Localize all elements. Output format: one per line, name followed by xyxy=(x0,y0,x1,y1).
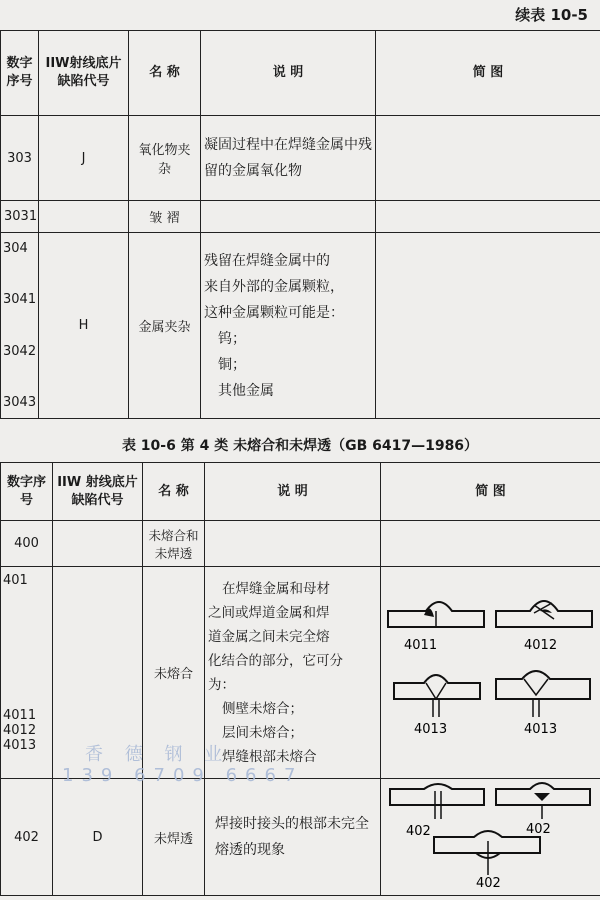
row-diagram xyxy=(381,779,600,896)
row-number-stack xyxy=(1,233,39,419)
description-line: 道金属之间未完全熔 xyxy=(208,628,330,645)
row-description xyxy=(201,233,376,419)
row-name: 皱 褶 xyxy=(129,201,201,233)
diagram-4013-right xyxy=(496,671,590,717)
row-number: 3041 xyxy=(3,292,37,308)
row-code: J xyxy=(39,116,129,201)
diagram-label: 4011 xyxy=(403,637,437,653)
description-line: 层间未熔合； xyxy=(222,724,303,741)
header-name: 名 称 xyxy=(129,31,201,116)
diagram-402-left xyxy=(390,784,484,819)
table-header-row xyxy=(1,31,600,116)
header-number: 数字序号 xyxy=(1,463,53,521)
description-line: 铜； xyxy=(218,356,246,373)
row-code xyxy=(39,201,129,233)
diagram-4011 xyxy=(388,602,484,627)
header-iiw-code: IIW 射线底片缺陷代号 xyxy=(53,463,143,521)
row-number: 4012 xyxy=(3,722,37,738)
diagram-402-right xyxy=(496,783,590,819)
row-number: 401 xyxy=(3,572,28,588)
table-caption: 表 10-6 第 4 类 未熔合和未焊透（GB 6417—1986） xyxy=(121,438,479,454)
row-number: 303 xyxy=(1,116,39,201)
row-name: 未焊透 xyxy=(143,779,205,896)
header-iiw-code: IIW射线底片缺陷代号 xyxy=(39,31,129,116)
lack-of-fusion-diagram xyxy=(384,571,598,771)
diagram-label: 402 xyxy=(405,824,431,839)
diagram-label: 402 xyxy=(475,876,501,891)
watermark-company: 香 德 钢 业 xyxy=(85,744,231,765)
header-diagram: 简 图 xyxy=(381,463,600,521)
description-line: 来自外部的金属颗粒， xyxy=(204,278,344,295)
header-name: 名 称 xyxy=(143,463,205,521)
row-code: D xyxy=(53,779,143,896)
row-name: 未熔合和未焊透 xyxy=(143,521,205,567)
description-line: 侧壁未熔合； xyxy=(222,700,303,717)
row-number: 4011 xyxy=(3,707,37,723)
row-number-stack xyxy=(1,567,53,779)
row-description xyxy=(201,201,376,233)
description-line: 钨； xyxy=(218,330,246,347)
table-row xyxy=(1,521,600,567)
diagram-label: 4012 xyxy=(523,637,557,653)
row-number: 304 xyxy=(3,240,28,256)
row-description: 焊接时接头的根部未完全熔透的现象 xyxy=(205,779,381,896)
diagram-label: 4013 xyxy=(413,721,447,737)
row-number: 4013 xyxy=(3,737,37,753)
defect-table-continued xyxy=(0,30,600,419)
header-diagram: 简 图 xyxy=(376,31,600,116)
row-name: 氧化物夹 杂 xyxy=(129,116,201,201)
header-description: 说 明 xyxy=(201,31,376,116)
table-row xyxy=(1,201,600,233)
description-line: 残留在焊缝金属中的 xyxy=(204,252,330,269)
description-line: 化结合的部分，它可分 xyxy=(208,652,343,669)
diagram-label: 402 xyxy=(525,822,551,837)
row-description: 凝固过程中在焊缝金属中残留的金属氧化物 xyxy=(201,116,376,201)
continued-table-title: 续表 10-5 xyxy=(515,6,588,24)
table-row xyxy=(1,233,600,419)
row-code: H xyxy=(39,233,129,419)
header-description: 说 明 xyxy=(205,463,381,521)
row-diagram xyxy=(376,233,600,419)
header-number: 数字序号 xyxy=(1,31,39,116)
row-diagram xyxy=(376,201,600,233)
description-line: 这种金属颗粒可能是： xyxy=(204,304,344,321)
table-row xyxy=(1,779,600,896)
row-number: 3042 xyxy=(3,343,37,359)
description-line: 焊缝根部未熔合 xyxy=(222,748,317,765)
diagram-label: 4013 xyxy=(523,721,557,737)
watermark-phone: 139 6709 6667 xyxy=(62,765,304,786)
row-number: 3043 xyxy=(3,395,37,411)
diagram-402-bottom xyxy=(434,831,540,875)
row-description xyxy=(205,567,381,779)
row-description xyxy=(205,521,381,567)
row-diagram xyxy=(381,521,600,567)
table-header-row xyxy=(1,463,600,521)
row-name: 金属夹杂 xyxy=(129,233,201,419)
row-number: 3031 xyxy=(1,201,39,233)
table-row xyxy=(1,116,600,201)
defect-table-category-4 xyxy=(0,462,600,896)
description-line: 其他金属 xyxy=(218,382,274,399)
diagram-4012 xyxy=(496,601,592,627)
diagram-4013-left xyxy=(394,675,480,717)
row-diagram xyxy=(381,567,600,779)
row-number: 400 xyxy=(1,521,53,567)
row-number: 402 xyxy=(1,779,53,896)
row-name: 未熔合 xyxy=(143,567,205,779)
row-code xyxy=(53,521,143,567)
description-line: 之间或焊道金属和焊 xyxy=(208,604,330,621)
incomplete-penetration-diagram xyxy=(384,779,598,891)
row-diagram xyxy=(376,116,600,201)
description-line: 为： xyxy=(208,676,235,693)
description-line: 在焊缝金属和母材 xyxy=(222,580,330,597)
